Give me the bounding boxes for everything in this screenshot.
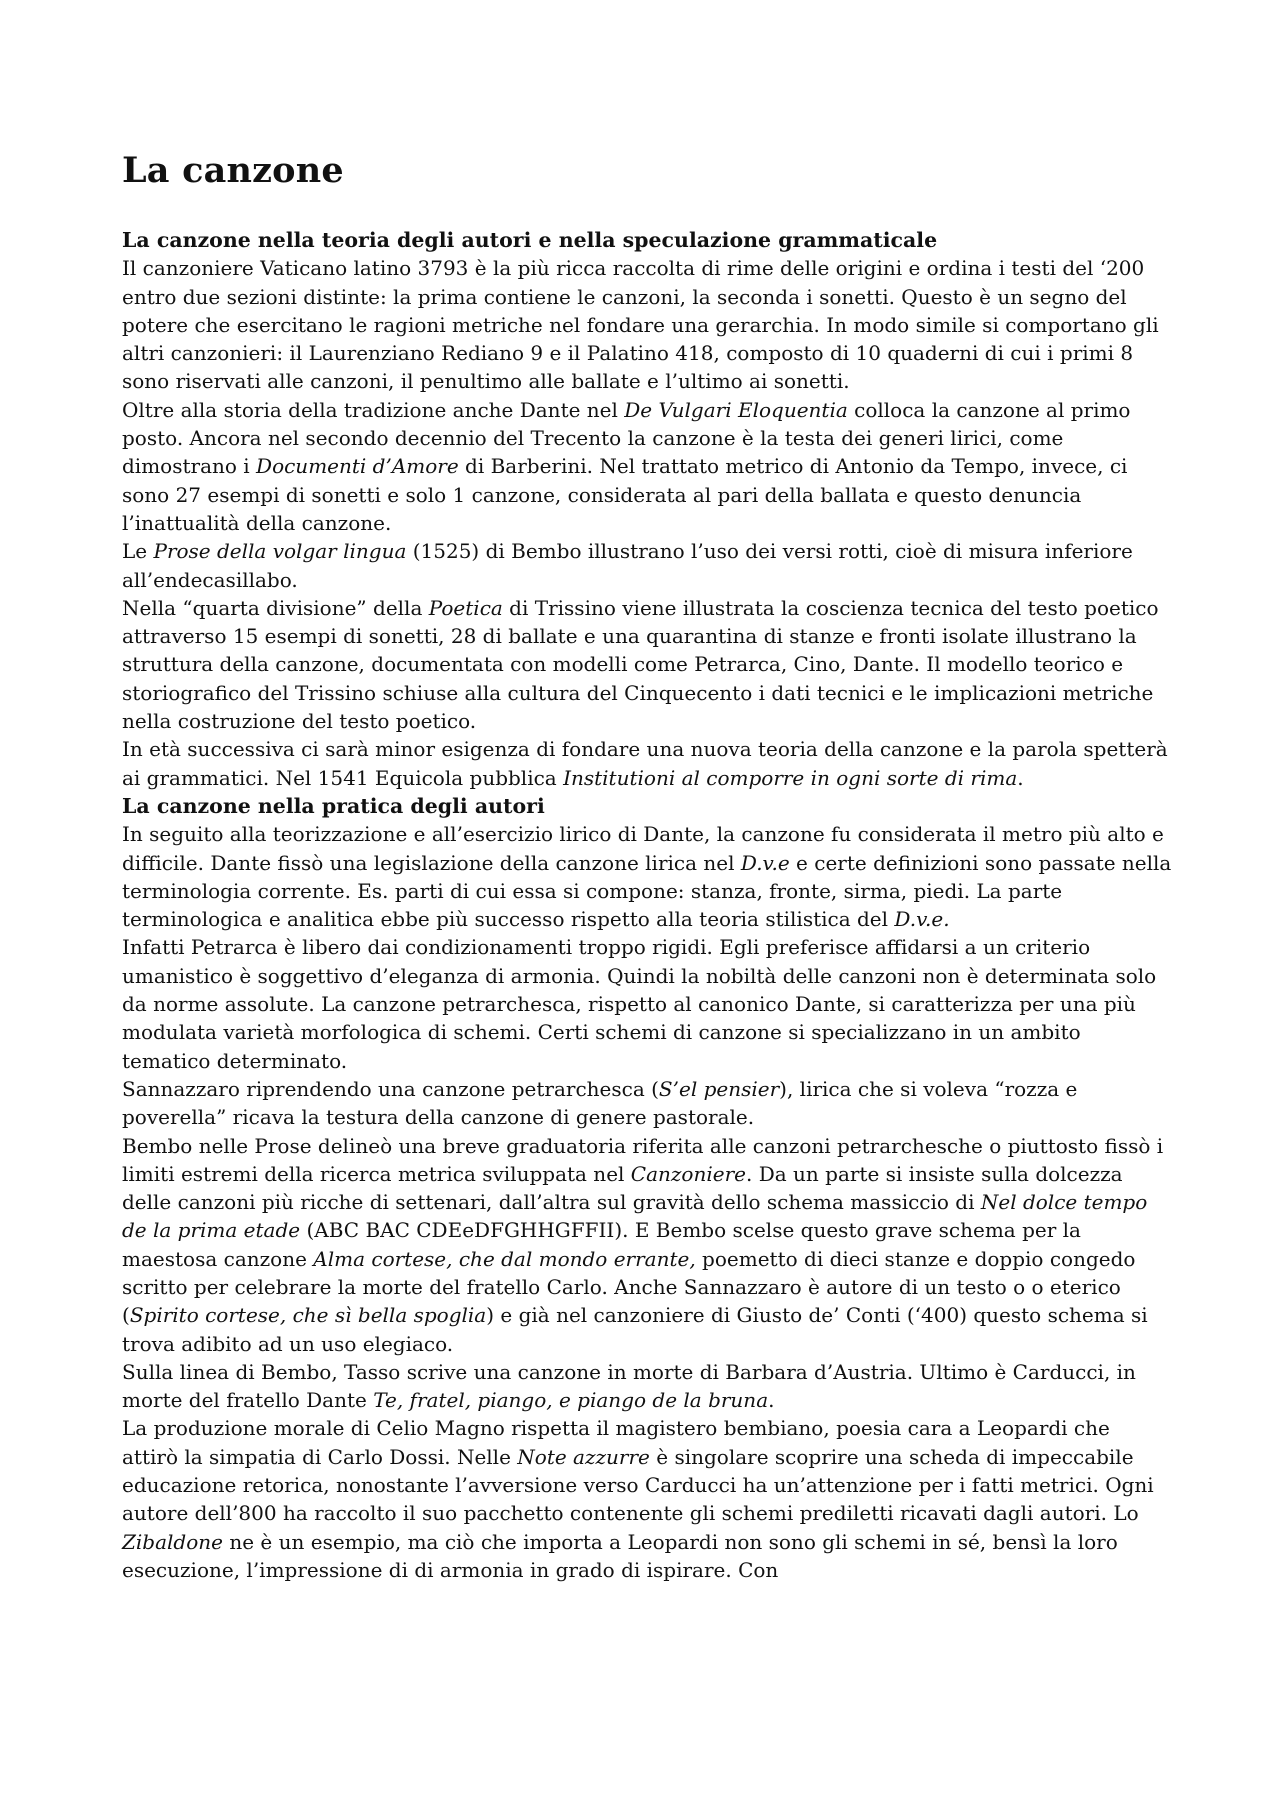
italic-title-text: Canzoniere bbox=[630, 1161, 746, 1186]
italic-title-text: Note azzurre bbox=[517, 1444, 650, 1469]
paragraph-text: colloca la canzone al primo posto. Ancora nel secondo decennio del Trecento la canzone è la testa dei generi lirici, come dimostrano i bbox=[122, 397, 1131, 479]
document-body bbox=[122, 226, 1172, 1584]
italic-title-text: Te, fratel, piango, e piango de la bruna bbox=[373, 1388, 769, 1413]
body-paragraph bbox=[122, 933, 1172, 1074]
italic-title-text: Prose della volgar lingua bbox=[153, 539, 407, 564]
paragraph-text: ) e già nel canzoniere di Giusto de’ Conti (‘400) questo schema si trova adibito ad un uso elegiaco. bbox=[122, 1303, 1148, 1356]
body-paragraph bbox=[122, 254, 1172, 395]
italic-title-text: De Vulgari Eloquentia bbox=[624, 397, 848, 422]
paragraph-text: e certe definizioni sono passate nella terminologia corrente. Es. parti di cui essa si compone: stanza, fronte, sirma, piedi. La parte terminologica e analitica ebbe più successo rispetto alla teoria stilistica del bbox=[122, 850, 1172, 932]
document-section bbox=[122, 226, 1172, 792]
document-page bbox=[122, 150, 1172, 1584]
body-paragraph bbox=[122, 1075, 1172, 1132]
paragraph-text: Nella “quarta divisione” della bbox=[122, 595, 429, 620]
paragraph-text: (ABC BAC CDEeDFGHHGFFII). E Bembo scelse questo grave schema per la maestosa canzone bbox=[122, 1218, 1081, 1271]
paragraph-text: di Barberini. Nel trattato metrico di Antonio da Tempo, invece, ci sono 27 esempi di sonetti e solo 1 canzone, considerata al pari della ballata e questo denuncia l’inattualità della canzone. bbox=[122, 454, 1128, 535]
italic-title-text: Documenti d’Amore bbox=[256, 454, 459, 479]
italic-title-text: Poetica bbox=[428, 595, 503, 620]
paragraph-text: Bembo nelle Prose delineò una breve graduatoria riferita alle canzoni petrarchesche o piuttosto fissò i limiti estremi della ricerca metrica sviluppata nel bbox=[122, 1133, 1164, 1186]
body-paragraph bbox=[122, 820, 1172, 933]
paragraph-text: Infatti Petrarca è libero dai condizionamenti troppo rigidi. Egli preferisce affidarsi a un criterio umanistico è soggettivo d’eleganza di armonia. Quindi la nobiltà delle canzoni non è determinata solo da norme assolute. La canzone petrarchesca, rispetto al canonico Dante, si caratterizza per una più modulata varietà morfologica di schemi. Certi schemi di canzone si specializzano in un ambito tematico determinato. bbox=[122, 935, 1157, 1073]
paragraph-text: Il canzoniere Vaticano latino 3793 è la più ricca raccolta di rime delle origini e ordina i testi del ‘200 entro due sezioni distinte: la prima contiene le canzoni, la seconda i sonetti. Questo è un segno del potere che esercitano le ragioni metriche nel fondare una gerarchia. In modo simile si comportano gli altri canzonieri: il Laurenziano Rediano 9 e il Palatino 418, composto di 10 quaderni di cui i primi 8 sono riservati alle canzoni, il penultimo alle ballate e l’ultimo ai sonetti. bbox=[122, 256, 1159, 394]
paragraph-text: di Trissino viene illustrata la coscienza tecnica del testo poetico attraverso 15 esempi di sonetti, 28 di ballate e una quarantina di stanze e fronti isolate illustrano la struttura della canzone, documentata con modelli come Petrarca, Cino, Dante. Il modello teorico e storiografico del Trissino schiuse alla cultura del Cinquecento i dati tecnici e le implicazioni metriche nella costruzione del testo poetico. bbox=[122, 595, 1159, 734]
body-paragraph bbox=[122, 537, 1172, 594]
italic-title-text: S’el pensier bbox=[658, 1076, 780, 1101]
italic-title-text: Zibaldone bbox=[122, 1529, 223, 1554]
paragraph-text: . bbox=[768, 1388, 775, 1413]
section-heading: La canzone nella pratica degli autori bbox=[122, 793, 545, 818]
body-paragraph bbox=[122, 594, 1172, 735]
paragraph-text: Oltre alla storia della tradizione anche Dante nel bbox=[122, 397, 625, 422]
italic-title-text: Alma cortese, che dal mondo errante, bbox=[313, 1246, 696, 1271]
body-paragraph bbox=[122, 1414, 1172, 1584]
body-paragraph bbox=[122, 396, 1172, 537]
paragraph-text: . Da un parte si insiste sulla dolcezza delle canzoni più ricche di settenari, dall’altra sul gravità dello schema massiccio di bbox=[122, 1161, 1123, 1215]
paragraph-text: è singolare scoprire una scheda di impeccabile educazione retorica, nonostante l’avversione verso Carducci ha un’attenzione per i fatti metrici. Ogni autore dell’800 ha raccolto il suo pacchetto contenente gli schemi prediletti ricavati dagli autori. Lo bbox=[122, 1444, 1154, 1526]
italic-title-text: Spirito cortese, che sì bella spoglia bbox=[129, 1303, 487, 1328]
paragraph-text: ne è un esempio, ma ciò che importa a Leopardi non sono gli schemi in sé, bensì la loro esecuzione, l’impressione di di armonia in grado di ispirare. Con bbox=[122, 1529, 1118, 1582]
paragraph-text: In età successiva ci sarà minor esigenza di fondare una nuova teoria della canzone e la parola spetterà ai grammatici. Nel 1541 Equicola pubblica bbox=[122, 737, 1168, 790]
paragraph-text: ), lirica che si voleva “rozza e poverella” ricava la testura della canzone di genere pastorale. bbox=[122, 1076, 1078, 1130]
paragraph-text: poemetto di dieci stanze e doppio congedo scritto per celebrare la morte del fratello Carlo. Anche Sannazzaro è autore di un testo o o eterico ( bbox=[122, 1246, 1136, 1328]
document-title: La canzone bbox=[122, 150, 344, 191]
italic-title-text: D.v.e. bbox=[894, 907, 950, 932]
italic-title-text: D.v.e bbox=[740, 850, 790, 875]
paragraph-text: Sannazzaro riprendendo una canzone petrarchesca ( bbox=[122, 1076, 659, 1101]
paragraph-text: Sulla linea di Bembo, Tasso scrive una canzone in morte di Barbara d’Austria. Ultimo è Carducci, in morte del fratello Dante bbox=[122, 1359, 1136, 1413]
document-section bbox=[122, 792, 1172, 1584]
paragraph-text: In seguito alla teorizzazione e all’esercizio lirico di Dante, la canzone fu considerata il metro più alto e difficile. Dante fissò una legislazione della canzone lirica nel bbox=[122, 822, 1164, 875]
italic-title-text: Nel dolce tempo de la prima etade bbox=[122, 1190, 1148, 1243]
italic-title-text: Institutioni al comporre in ogni sorte di rima bbox=[563, 765, 1018, 790]
section-heading: La canzone nella teoria degli autori e nella speculazione grammaticale bbox=[122, 228, 938, 252]
paragraph-text: (1525) di Bembo illustrano l’uso dei versi rotti, cioè di misura inferiore all’endecasillabo. bbox=[122, 539, 1133, 592]
body-paragraph bbox=[122, 1358, 1172, 1415]
paragraph-text: Le bbox=[122, 539, 154, 564]
body-paragraph bbox=[122, 1132, 1172, 1358]
paragraph-text: . bbox=[1017, 765, 1024, 790]
body-paragraph bbox=[122, 735, 1172, 792]
paragraph-text: La produzione morale di Celio Magno rispetta il magistero bembiano, poesia cara a Leopardi che attirò la simpatia di Carlo Dossi. Nelle bbox=[122, 1416, 1110, 1469]
